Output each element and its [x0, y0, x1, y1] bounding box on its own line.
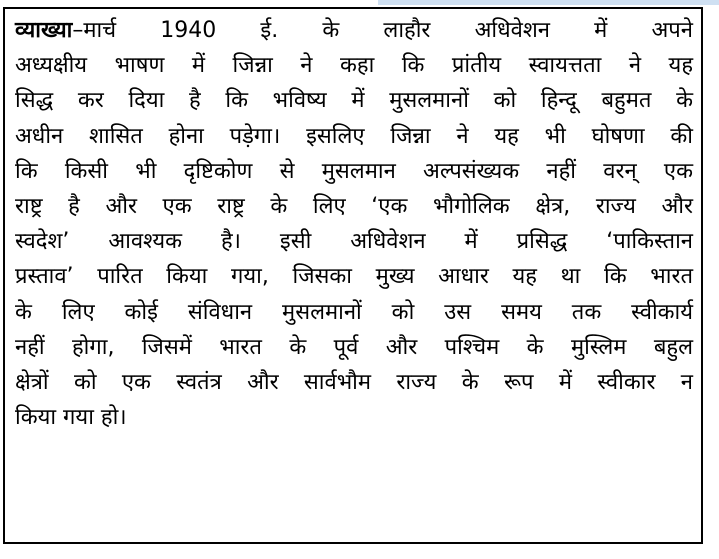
- passage-line-3: सिद्ध कर दिया है कि भविष्य में मुसलमानों को हिन्दू बहुमत के: [15, 88, 693, 114]
- passage-line-1-text: –मार्च 1940 ई. के लाहौर अधिवेशन में अपने: [72, 18, 693, 43]
- top-strip: [378, 0, 719, 5]
- passage-line-10: नहीं होगा, जिसमें भारत के पूर्व और पश्चिम के मुस्लिम बहुल: [15, 334, 693, 360]
- passage-line-5: कि किसी भी दृष्टिकोण से मुसलमान अल्पसंख्यक नहीं वरन् एक: [15, 158, 693, 184]
- passage-line-11: क्षेत्रों को एक स्वतंत्र और सार्वभौम राज्य के रूप में स्वीकार न: [15, 369, 693, 395]
- passage-line-4: अधीन शासित होना पड़ेगा। इसलिए जिन्ना ने यह भी घोषणा की: [15, 123, 693, 149]
- passage-heading: व्याख्या: [15, 18, 73, 43]
- passage-line-8: प्रस्ताव’ पारित किया गया, जिसका मुख्य आधार यह था कि भारत: [15, 264, 693, 290]
- passage-line-7: स्वदेश’ आवश्यक है। इसी अधिवेशन में प्रसिद्ध ‘पाकिस्तान: [15, 229, 693, 255]
- passage-line-2: अध्यक्षीय भाषण में जिन्ना ने कहा कि प्रांतीय स्वायत्तता ने यह: [15, 53, 693, 79]
- passage-line-9: के लिए कोई संविधान मुसलमानों को उस समय तक स्वीकार्य: [15, 299, 693, 325]
- passage-line-1: [15, 13, 693, 48]
- passage-line-12: किया गया हो।: [15, 405, 127, 431]
- cut-off-next-line: [0, 549, 719, 559]
- passage-line-6: राष्ट्र है और एक राष्ट्र के लिए ‘एक भौगोलिक क्षेत्र, राज्य और: [15, 193, 693, 219]
- passage-box: [3, 7, 703, 544]
